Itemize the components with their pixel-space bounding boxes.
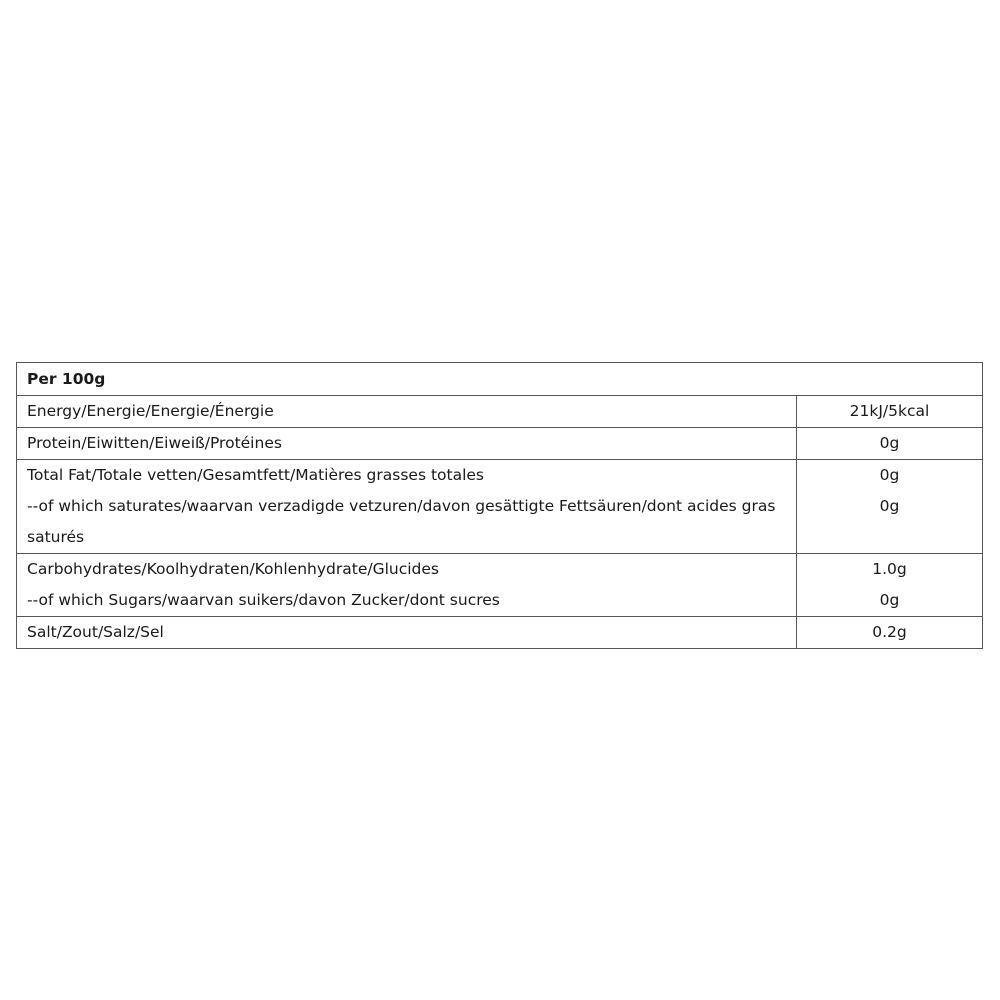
- table-row-protein: [17, 428, 983, 460]
- energy-value: 21kJ/5kcal: [849, 402, 930, 420]
- header-row: [17, 363, 983, 396]
- table-row-salt: [17, 617, 983, 649]
- nutrient-value-cell: [797, 396, 983, 428]
- saturates-label: --of which saturates/waarvan verzadigde vetzuren/davon gesättigte Fettsäuren/dont acides gras saturés: [27, 497, 776, 546]
- nutrition-table: [16, 362, 983, 649]
- energy-label: Energy/Energie/Energie/Énergie: [27, 402, 274, 420]
- nutrient-value-cell: [797, 428, 983, 460]
- salt-label: Salt/Zout/Salz/Sel: [27, 623, 164, 641]
- nutrient-label-cell: [17, 554, 797, 617]
- nutrient-label-cell: [17, 396, 797, 428]
- carbohydrates-value: 1.0g: [872, 560, 907, 578]
- nutrient-label-cell: [17, 617, 797, 649]
- saturates-value: 0g: [879, 497, 900, 515]
- protein-label: Protein/Eiwitten/Eiweiß/Protéines: [27, 434, 282, 452]
- nutrient-value-cell: [797, 554, 983, 617]
- protein-value: 0g: [879, 434, 900, 452]
- table-row-energy: [17, 396, 983, 428]
- nutrient-label-cell: [17, 428, 797, 460]
- per-100g-heading: Per 100g: [27, 370, 106, 388]
- table-row-fat: [17, 460, 983, 554]
- table-row-carbohydrates: [17, 554, 983, 617]
- header-cell: [17, 363, 983, 396]
- nutrient-value-cell: [797, 617, 983, 649]
- nutrient-value-cell: [797, 460, 983, 554]
- carbohydrates-label: Carbohydrates/Koolhydraten/Kohlenhydrate/Glucides: [27, 560, 439, 578]
- total-fat-label: Total Fat/Totale vetten/Gesamtfett/Matières grasses totales: [27, 466, 485, 484]
- sugars-value: 0g: [879, 591, 900, 609]
- nutrient-label-cell: [17, 460, 797, 554]
- salt-value: 0.2g: [872, 623, 907, 641]
- sugars-label: --of which Sugars/waarvan suikers/davon Zucker/dont sucres: [27, 591, 500, 609]
- total-fat-value: 0g: [879, 466, 900, 484]
